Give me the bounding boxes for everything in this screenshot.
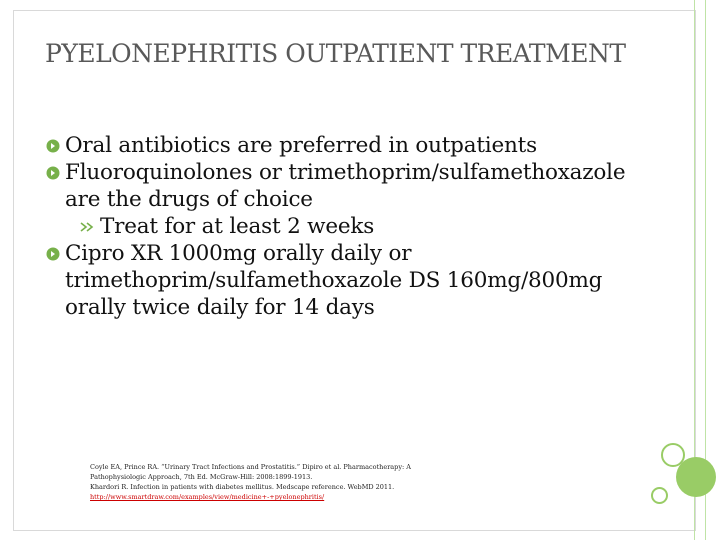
- bullet-text: Fluoroquinolones or trimethoprim/sulfamethoxazole are the drugs of choice: [65, 160, 626, 212]
- slide-body: [46, 132, 666, 321]
- bullet-text: Oral antibiotics are preferred in outpatients: [65, 133, 537, 158]
- slide-title: PYELONEPHRITIS OUTPATIENT TREATMENT: [45, 39, 626, 68]
- bullet-text: Treat for at least 2 weeks: [100, 214, 375, 239]
- circle-arrow-icon: [46, 166, 60, 180]
- reference-link[interactable]: http://www.smartdraw.com/examples/view/medicine+-+pyelonephritis/: [90, 493, 325, 501]
- bullet-text: Cipro XR 1000mg orally daily or trimethoprim/sulfamethoxazole DS 160mg/800mg orally twice daily for 14 days: [65, 241, 603, 320]
- circle-arrow-icon: [46, 139, 60, 153]
- references: [90, 462, 530, 502]
- decorative-circle-icon: [676, 457, 716, 497]
- bullet-item: [46, 159, 666, 213]
- circle-arrow-icon: [46, 247, 60, 261]
- reference-line: Khardori R. Infection in patients with diabetes mellitus. Medscape reference. WebMD 2011.: [90, 483, 395, 491]
- decorative-ring-icon: [651, 487, 668, 504]
- chevron-arrow-icon: [80, 221, 100, 233]
- sub-bullet-item: [64, 213, 666, 240]
- reference-line: Coyle EA, Prince RA. “Urinary Tract Infections and Prostatitis.” Dipiro et al. Pharmacotherapy: A: [90, 463, 411, 471]
- bullet-item: [46, 132, 666, 159]
- bullet-item: [46, 240, 666, 321]
- reference-line: Pathophysiologic Approach, 7th Ed. McGraw-Hill: 2008:1899-1913.: [90, 473, 313, 481]
